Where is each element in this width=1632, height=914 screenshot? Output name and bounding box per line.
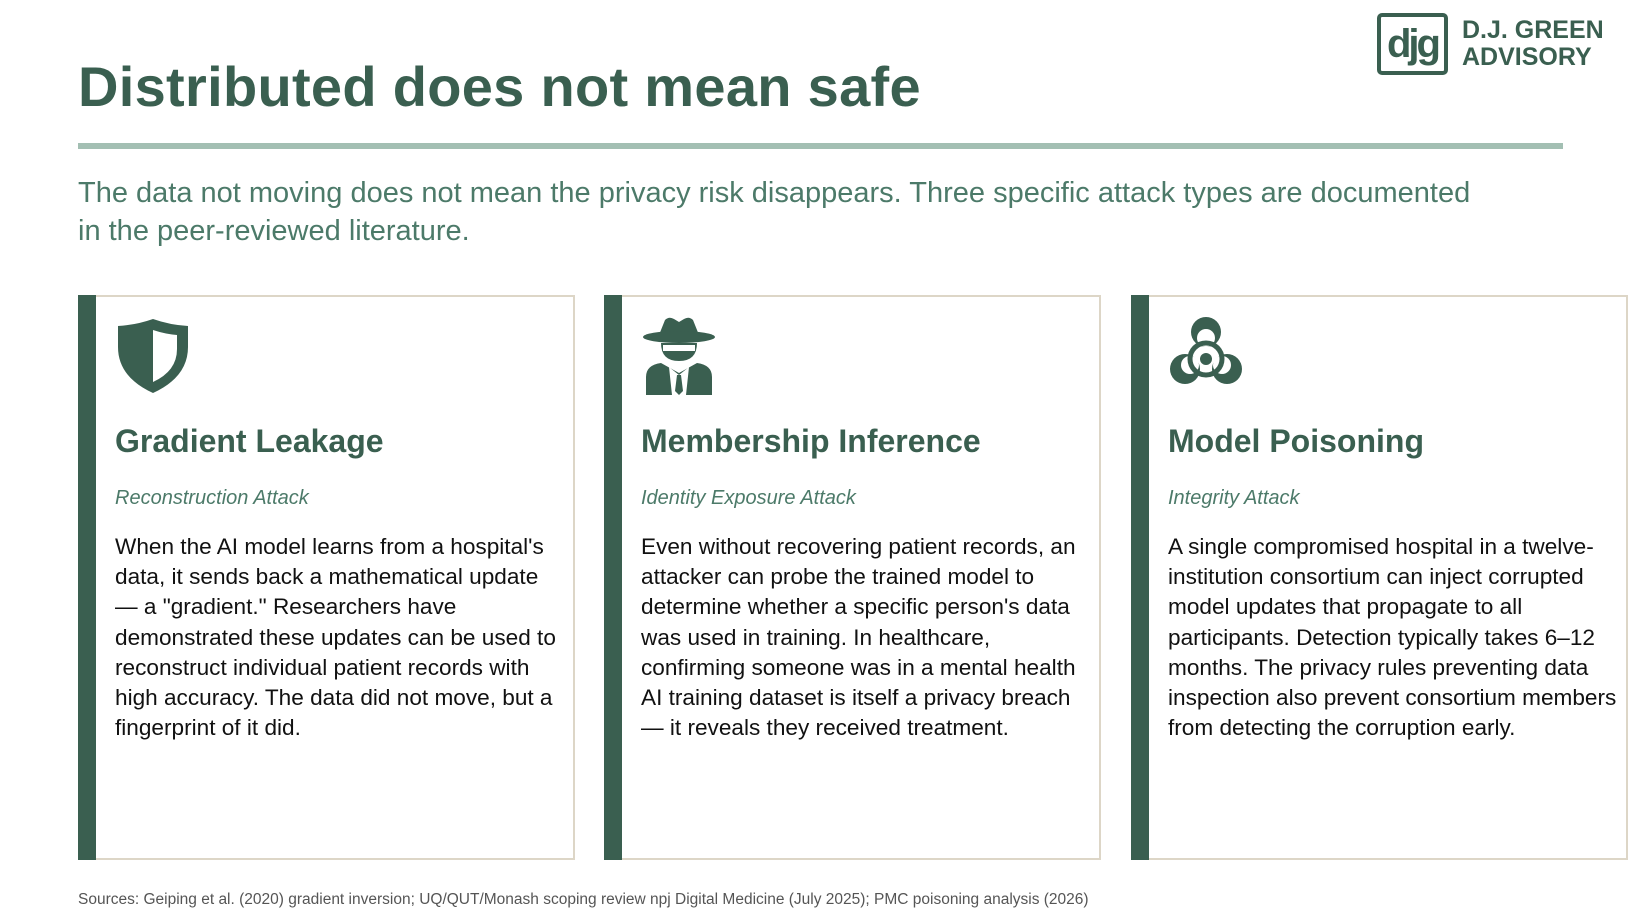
logo-mark: djg xyxy=(1377,13,1448,75)
brand-name-line1: D.J. GREEN xyxy=(1462,16,1604,44)
brand-name-line2: ADVISORY xyxy=(1462,43,1592,71)
card-accent-bar xyxy=(1131,295,1149,860)
card-model-poisoning xyxy=(1131,295,1628,860)
card-title: Membership Inference xyxy=(641,423,981,459)
card-subtitle: Reconstruction Attack xyxy=(115,487,309,509)
sources-footnote: Sources: Geiping et al. (2020) gradient inversion; UQ/QUT/Monash scoping review npj Digital Medicine (July 2025); PMC poisoning analysis (2026) xyxy=(78,891,1089,908)
title-divider xyxy=(78,143,1563,149)
card-title: Gradient Leakage xyxy=(115,423,384,459)
card-membership-inference xyxy=(604,295,1101,860)
spy-icon xyxy=(641,315,717,395)
card-accent-bar xyxy=(78,295,96,860)
card-accent-bar xyxy=(604,295,622,860)
card-body: When the AI model learns from a hospital's data, it sends back a mathematical update — a "gradient." Researchers have demonstrated these updates can be used to reconstruct individual patient records with high accuracy. The data did not move, but a fingerprint of it did. xyxy=(115,534,556,741)
card-subtitle: Identity Exposure Attack xyxy=(641,487,856,509)
card-title: Model Poisoning xyxy=(1168,423,1424,459)
card-gradient-leakage xyxy=(78,295,575,860)
page-title: Distributed does not mean safe xyxy=(78,55,921,118)
brand-logo xyxy=(1377,13,1604,75)
shield-icon xyxy=(115,315,191,395)
page-subtitle: The data not moving does not mean the privacy risk disappears. Three specific attack types are documented in the peer-reviewed literature. xyxy=(78,177,1471,247)
biohazard-icon xyxy=(1168,315,1244,395)
brand-name xyxy=(1462,17,1604,71)
card-body: Even without recovering patient records, an attacker can probe the trained model to determine whether a specific person's data was used in training. In healthcare, confirming someone was in a mental health AI training dataset is itself a privacy breach — it reveals they received treatment. xyxy=(641,534,1076,741)
card-body: A single compromised hospital in a twelve-institution consortium can inject corrupted model updates that propagate to all participants. Detection typically takes 6–12 months. The privacy rules preventing data inspection also prevent consortium members from detecting the corruption early. xyxy=(1168,534,1617,741)
card-subtitle: Integrity Attack xyxy=(1168,487,1300,509)
